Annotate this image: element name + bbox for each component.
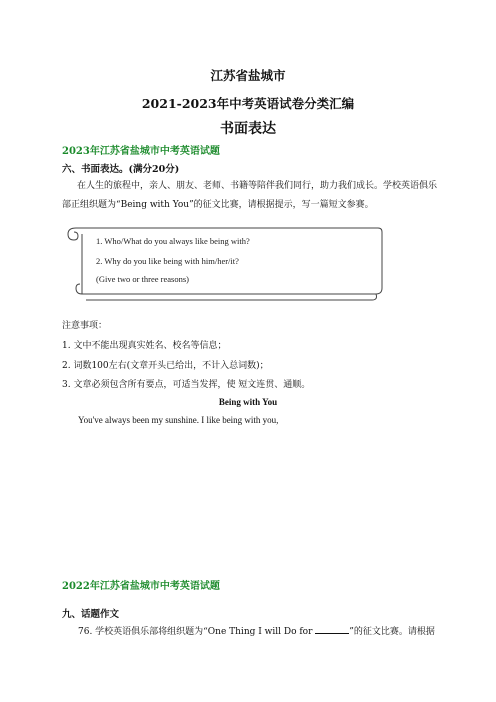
question-76-prefix: 76. 学校英语俱乐部将组织题为“One Thing I will Do for (78, 627, 316, 637)
notes-label: 注意事项： (62, 321, 108, 331)
prompt-line-1: 1. Who/What do you always like being with? (96, 236, 250, 246)
prompt-line-2: 2. Why do you like being with him/her/it? (96, 256, 239, 266)
question-heading-2022: 九、话题作文 (62, 609, 120, 620)
note-item: 2. 词数100左右(文章开头已给出，不计入总词数)； (62, 361, 269, 371)
question-heading-2023: 六、书面表达。(满分20分) (62, 164, 180, 175)
question-intro: 在人生的旅程中，亲人、朋友、老师、书籍等陪伴我们同行，助力我们成长。学校英语俱乐部正组织题为“Being with You”的征文比赛，请根据提示，写一篇短文参赛。 (62, 181, 438, 210)
doc-title-region: 江苏省盐城市 (210, 68, 286, 83)
prompt-line-3: (Give two or three reasons) (96, 274, 189, 284)
doc-title-topic: 书面表达 (220, 121, 276, 137)
section-heading-2022: 2022年江苏省盐城市中考英语试题 (62, 581, 220, 592)
note-item: 1. 文中不能出现真实姓名、校名等信息； (62, 341, 227, 351)
question-76 (78, 624, 478, 637)
essay-title: Being with You (218, 397, 278, 407)
question-76-suffix: ”的征文比赛。请根据 (349, 627, 435, 637)
note-item: 3. 文章必须包含所有要点，可适当发挥，使 短文连贯、通顺。 (62, 380, 311, 390)
essay-opening-line: You've always been my sunshine. I like being with you, (78, 415, 279, 425)
doc-title-collection: 2021-2023年中考英语试卷分类汇编 (141, 96, 355, 111)
section-heading-2023: 2023年江苏省盐城市中考英语试题 (62, 146, 220, 157)
fill-blank (315, 624, 349, 634)
